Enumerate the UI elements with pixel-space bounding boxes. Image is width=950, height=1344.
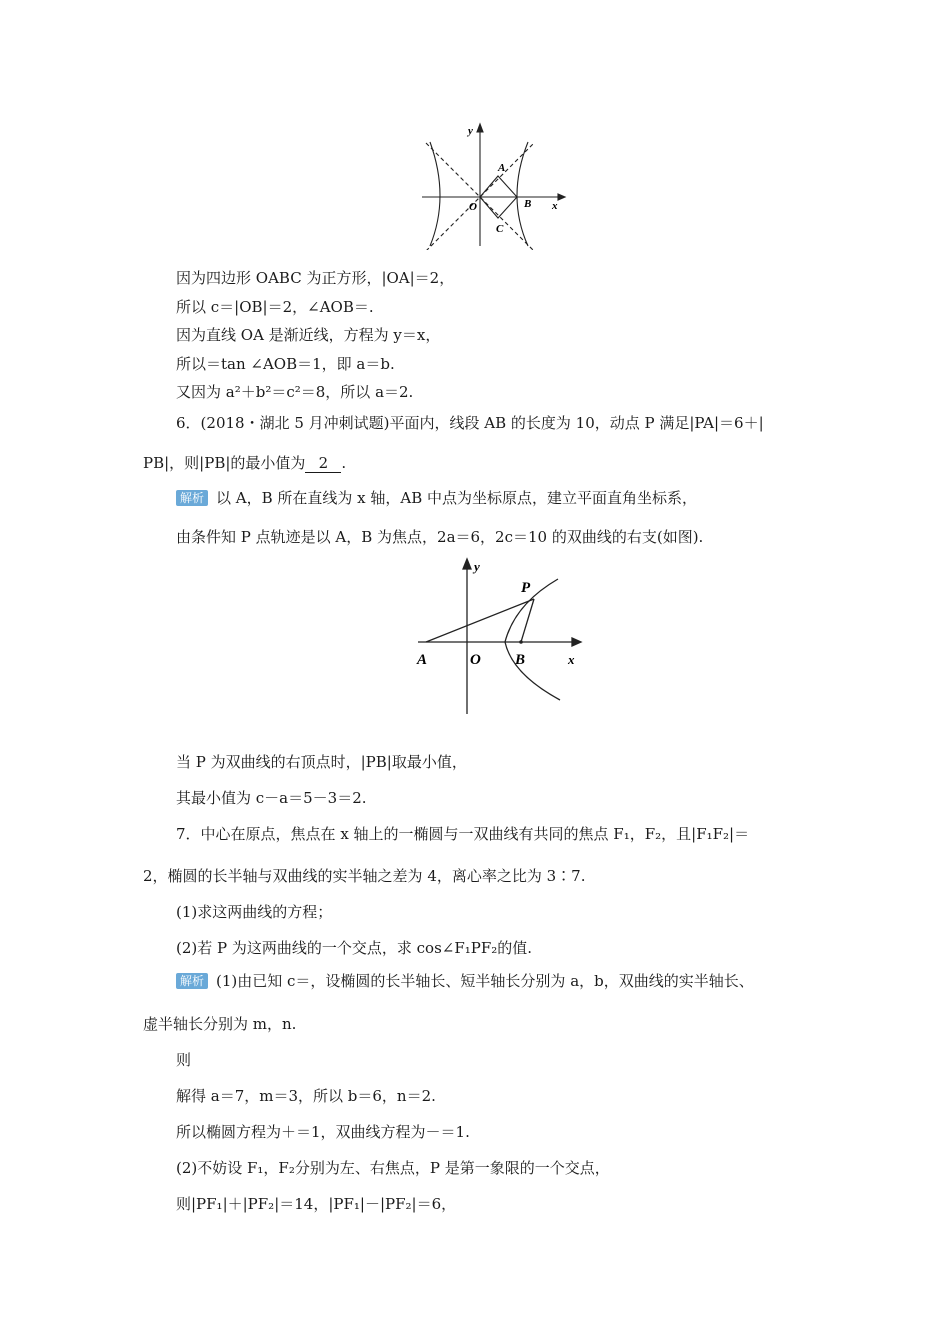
q6-line-2-end: . [341, 454, 347, 472]
s6-line-4: 其最小值为 c－a＝5－3＝2. [176, 789, 367, 807]
s7-line-1-text: (1)由已知 c＝，设椭圆的长半轴长、短半轴长分别为 a，b，双曲线的实半轴长、 [216, 972, 754, 990]
hyperbola-right-branch [517, 142, 528, 246]
fig1-label-a: A [498, 162, 506, 174]
s7-line-7: 则|PF₁|＋|PF₂|＝14，|PF₁|－|PF₂|＝6， [176, 1195, 457, 1213]
s7-line-4: 解得 a＝7，m＝3，所以 b＝6，n＝2. [176, 1087, 436, 1105]
p5-line-4: 所以＝tan ∠AOB＝1，即 a＝b. [176, 355, 395, 373]
analysis-tag: 解析 [176, 490, 208, 506]
y-arrow [477, 124, 483, 132]
s6-line-3: 当 P 为双曲线的右顶点时，|PB|取最小值， [176, 753, 467, 771]
q6-line-1: 6．(2018・湖北 5 月冲刺试题)平面内，线段 AB 的长度为 10，动点 P 满足|PA|＝6＋| [176, 414, 764, 432]
fig2-label-o: O [470, 652, 481, 668]
s7-line-1 [176, 971, 754, 991]
fig2-label-a: A [417, 652, 428, 668]
point-b [519, 640, 523, 644]
q7-line-4: (2)若 P 为这两曲线的一个交点，求 cos∠F₁PF₂的值. [176, 939, 533, 957]
segment-pb [521, 599, 534, 642]
q6-line-2 [143, 453, 346, 473]
q7-line-3: (1)求这两曲线的方程； [176, 903, 333, 921]
fig2-label-x: x [568, 652, 575, 667]
s7-line-6: (2)不妨设 F₁，F₂分别为左、右焦点，P 是第一象限的一个交点， [176, 1159, 610, 1177]
s6-line-1 [176, 488, 697, 508]
fig1-label-b: B [524, 198, 532, 210]
figure-hyperbola-branch [410, 556, 590, 716]
segment-pa [426, 599, 534, 642]
figure-hyperbola-square [418, 122, 568, 250]
s6-line-1-text: 以 A，B 所在直线为 x 轴，AB 中点为坐标原点，建立平面直角坐标系， [216, 489, 698, 507]
s7-line-2: 虚半轴长分别为 m，n. [143, 1015, 297, 1033]
fig2-label-y: y [474, 559, 480, 574]
hyperbola-right-branch [505, 579, 560, 700]
p5-line-2: 所以 c＝|OB|＝2，∠AOB＝. [176, 298, 374, 316]
fig2-label-b: B [515, 652, 526, 668]
p5-line-5: 又因为 a²＋b²＝c²＝8，所以 a＝2. [176, 383, 414, 401]
q6-answer-blank: 2 [305, 455, 341, 473]
q7-line-1: 7．中心在原点，焦点在 x 轴上的一椭圆与一双曲线有共同的焦点 F₁，F₂，且|F₁F₂|＝ [176, 825, 750, 843]
x-arrow [558, 194, 565, 200]
q7-line-2: 2，椭圆的长半轴与双曲线的实半轴之差为 4，离心率之比为 3∶7. [143, 867, 586, 885]
fig1-label-c: C [496, 223, 504, 235]
s6-line-2: 由条件知 P 点轨迹是以 A，B 为焦点，2a＝6，2c＝10 的双曲线的右支(如图). [176, 528, 704, 546]
fig1-label-o: O [469, 201, 477, 213]
s7-line-3: 则 [176, 1051, 192, 1069]
hyperbola-left-branch [430, 142, 440, 246]
s7-line-5: 所以椭圆方程为＋＝1，双曲线方程为－＝1. [176, 1123, 470, 1141]
fig1-label-y: y [468, 125, 473, 137]
p5-line-1: 因为四边形 OABC 为正方形，|OA|＝2， [176, 269, 455, 287]
q6-line-2-text: PB|，则|PB|的最小值为 [143, 454, 306, 472]
y-arrow [463, 559, 471, 569]
fig2-label-p: P [521, 580, 531, 596]
x-arrow [572, 638, 581, 646]
fig1-label-x: x [552, 200, 558, 212]
p5-line-3: 因为直线 OA 是渐近线，方程为 y＝x， [176, 326, 441, 344]
analysis-tag: 解析 [176, 973, 208, 989]
